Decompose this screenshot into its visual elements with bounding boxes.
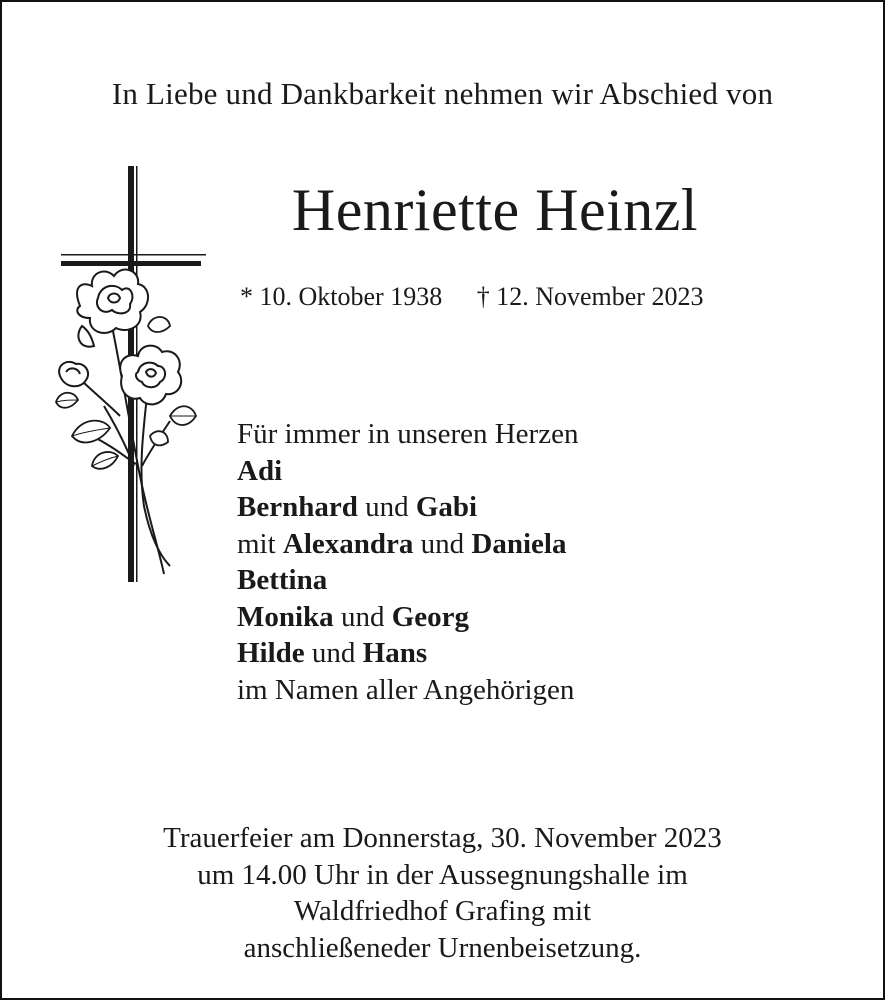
- service-line: Trauerfeier am Donnerstag, 30. November 2023: [163, 822, 722, 854]
- mourner-name: Hilde: [237, 637, 305, 669]
- joiner-text: und: [413, 527, 472, 560]
- mourner-name: Bernhard: [237, 491, 358, 523]
- joiner-text: und: [304, 637, 363, 669]
- intro-text: In Liebe und Dankbarkeit nehmen wir Abschied von: [111, 76, 774, 111]
- mourner-name: Gabi: [415, 491, 478, 523]
- mourners-list: [237, 416, 578, 708]
- mourner-line: [237, 489, 578, 526]
- life-dates: [240, 282, 703, 312]
- mourner-name: Daniela: [471, 527, 567, 560]
- death-date: † 12. November 2023: [476, 282, 704, 311]
- mourner-line: [237, 635, 578, 672]
- service-line: anschließeneder Urnenbeisetzung.: [243, 931, 642, 964]
- mourner-name: Alexandra: [282, 527, 414, 560]
- mourner-name: Georg: [391, 600, 469, 633]
- mourner-name: Adi: [237, 454, 283, 487]
- mourner-line: [237, 453, 578, 490]
- mourner-line: [237, 599, 578, 636]
- joiner-text: und: [333, 600, 392, 633]
- mourners-closing: im Namen aller Angehörigen: [237, 673, 575, 706]
- service-line: um 14.00 Uhr in der Aussegnungshalle im: [197, 858, 688, 891]
- deceased-name: Henriette Heinzl: [291, 177, 699, 243]
- prefix-text: mit: [237, 527, 283, 560]
- mourner-line: [237, 562, 578, 599]
- cross-with-roses-icon: [52, 166, 212, 586]
- birth-date: * 10. Oktober 1938: [240, 282, 443, 311]
- mourner-name: Hans: [362, 637, 428, 669]
- mourner-line: [237, 526, 578, 563]
- funeral-service-info: [0, 820, 885, 966]
- joiner-text: und: [357, 491, 416, 523]
- mourners-heading: Für immer in unseren Herzen: [237, 418, 579, 450]
- mourner-name: Bettina: [237, 564, 328, 596]
- mourner-name: Monika: [237, 600, 334, 633]
- service-line: Waldfriedhof Grafing mit: [293, 895, 592, 927]
